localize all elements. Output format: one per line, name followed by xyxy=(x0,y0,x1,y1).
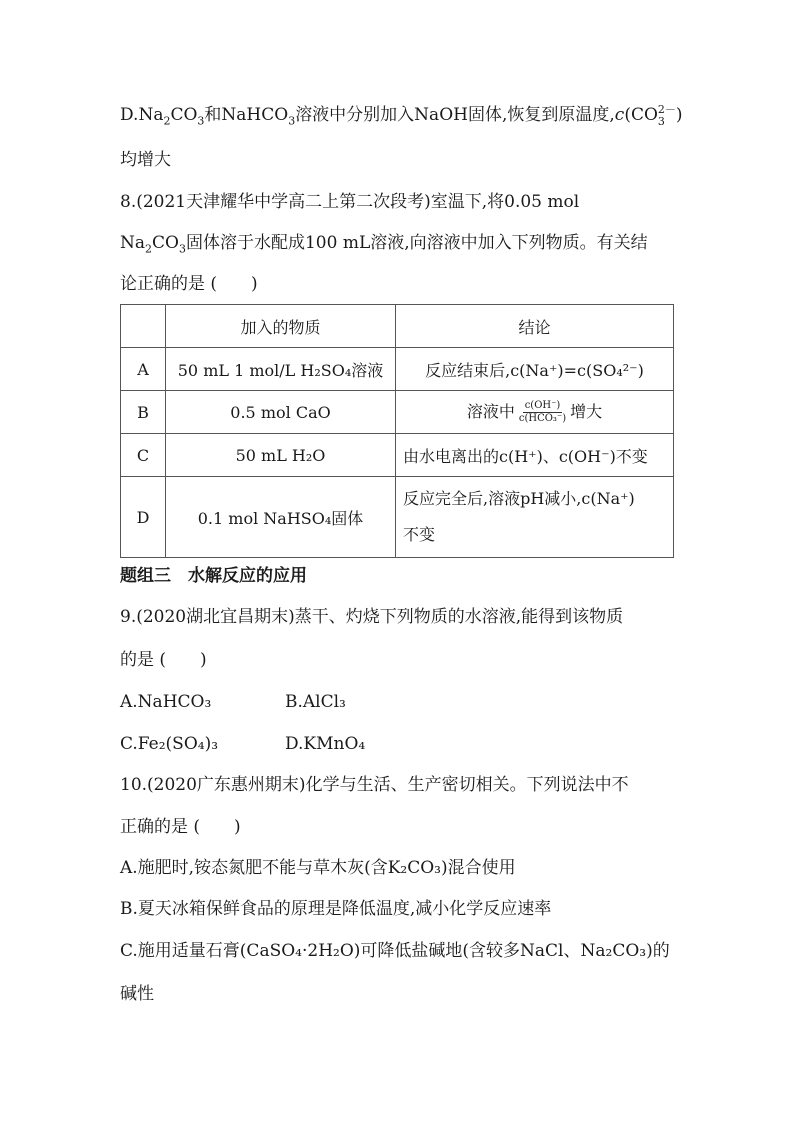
q9-line2: 的是 ( ) xyxy=(120,650,207,670)
option-cell: D xyxy=(121,477,166,558)
text: 增大 xyxy=(570,402,603,421)
superscript: 2－ xyxy=(657,102,676,116)
text: c xyxy=(614,105,625,125)
substance-cell: 0.1 mol NaHSO₄固体 xyxy=(166,477,396,558)
option-cell: A xyxy=(121,348,166,391)
subscript: 3 xyxy=(657,114,665,128)
q10-line1: 10.(2020广东惠州期末)化学与生活、生产密切相关。下列说法中不 xyxy=(120,775,629,795)
table-header-cell xyxy=(121,305,166,348)
text: 固体溶于水配成100 mL溶液,向溶液中加入下列物质。有关结 xyxy=(185,233,648,253)
table-header-cell: 结论 xyxy=(396,305,674,348)
table-header-cell: 加入的物质 xyxy=(166,305,396,348)
q9-option-a: A.NaHCO₃ xyxy=(120,692,212,712)
table-row xyxy=(121,391,674,434)
table-row xyxy=(121,434,674,477)
subscript: 3 xyxy=(197,114,205,128)
subscript: 3 xyxy=(178,242,186,256)
conclusion-cell xyxy=(396,391,674,434)
text: 溶液中分别加入NaOH固体,恢复到原温度, xyxy=(295,105,615,125)
q10-option-c-line2: 碱性 xyxy=(120,984,154,1004)
section-heading: 题组三 水解反应的应用 xyxy=(120,566,307,586)
substance-cell: 0.5 mol CaO xyxy=(166,391,396,434)
subscript: 3 xyxy=(288,114,296,128)
item-d-line1 xyxy=(120,103,683,128)
text: Na xyxy=(120,233,146,253)
text: 反应完全后,溶液pH减小,c(Na⁺) xyxy=(403,489,635,508)
substance-cell: 50 mL H₂O xyxy=(166,434,396,477)
q8-line2 xyxy=(120,231,648,255)
fraction-denominator: c(HCO₃⁻) xyxy=(518,413,567,424)
conclusion-cell: 反应结束后,c(Na⁺)=c(SO₄²⁻) xyxy=(396,348,674,391)
table-row xyxy=(121,477,674,558)
table-header-row xyxy=(121,305,674,348)
conclusion-cell: 由水电离出的c(H⁺)、c(OH⁻)不变 xyxy=(396,434,674,477)
fraction-numerator: c(OH⁻) xyxy=(524,400,561,411)
substance-cell: 50 mL 1 mol/L H₂SO₄溶液 xyxy=(166,348,396,391)
q10-option-c-line1: C.施用适量石膏(CaSO₄·2H₂O)可降低盐碱地(含较多NaCl、Na₂CO₃)的 xyxy=(120,941,670,961)
text: 不变 xyxy=(403,525,436,544)
text: Na xyxy=(138,105,164,125)
q9-option-d: D.KMnO₄ xyxy=(285,734,366,754)
table-row xyxy=(121,348,674,391)
item-d-line2: 均增大 xyxy=(120,150,171,170)
q9-option-b: B.AlCl₃ xyxy=(285,692,346,712)
q10-option-b: B.夏天冰箱保鲜食品的原理是降低温度,减小化学反应速率 xyxy=(120,899,552,919)
text: ) xyxy=(675,105,683,125)
subscript: 2 xyxy=(163,114,171,128)
text: D. xyxy=(120,105,139,125)
option-cell: B xyxy=(121,391,166,434)
q8-table xyxy=(120,304,674,558)
q9-option-c: C.Fe₂(SO₄)₃ xyxy=(120,734,219,754)
text: (CO xyxy=(624,105,658,125)
text: CO xyxy=(170,105,198,125)
subscript: 2 xyxy=(145,242,153,256)
fraction xyxy=(517,400,568,425)
conclusion-cell xyxy=(396,477,674,558)
text: CO xyxy=(152,233,179,253)
q9-line1: 9.(2020湖北宜昌期末)蒸干、灼烧下列物质的水溶液,能得到该物质 xyxy=(120,607,624,627)
text: 溶液中 xyxy=(466,402,515,421)
q8-line3: 论正确的是 ( ) xyxy=(120,274,258,294)
q8-line1: 8.(2021天津耀华中学高二上第二次段考)室温下,将0.05 mol xyxy=(120,192,580,212)
text: 和NaHCO xyxy=(204,105,289,125)
option-cell: C xyxy=(121,434,166,477)
q10-line2: 正确的是 ( ) xyxy=(120,817,241,837)
q10-option-a: A.施肥时,铵态氮肥不能与草木灰(含K₂CO₃)混合使用 xyxy=(120,858,516,878)
